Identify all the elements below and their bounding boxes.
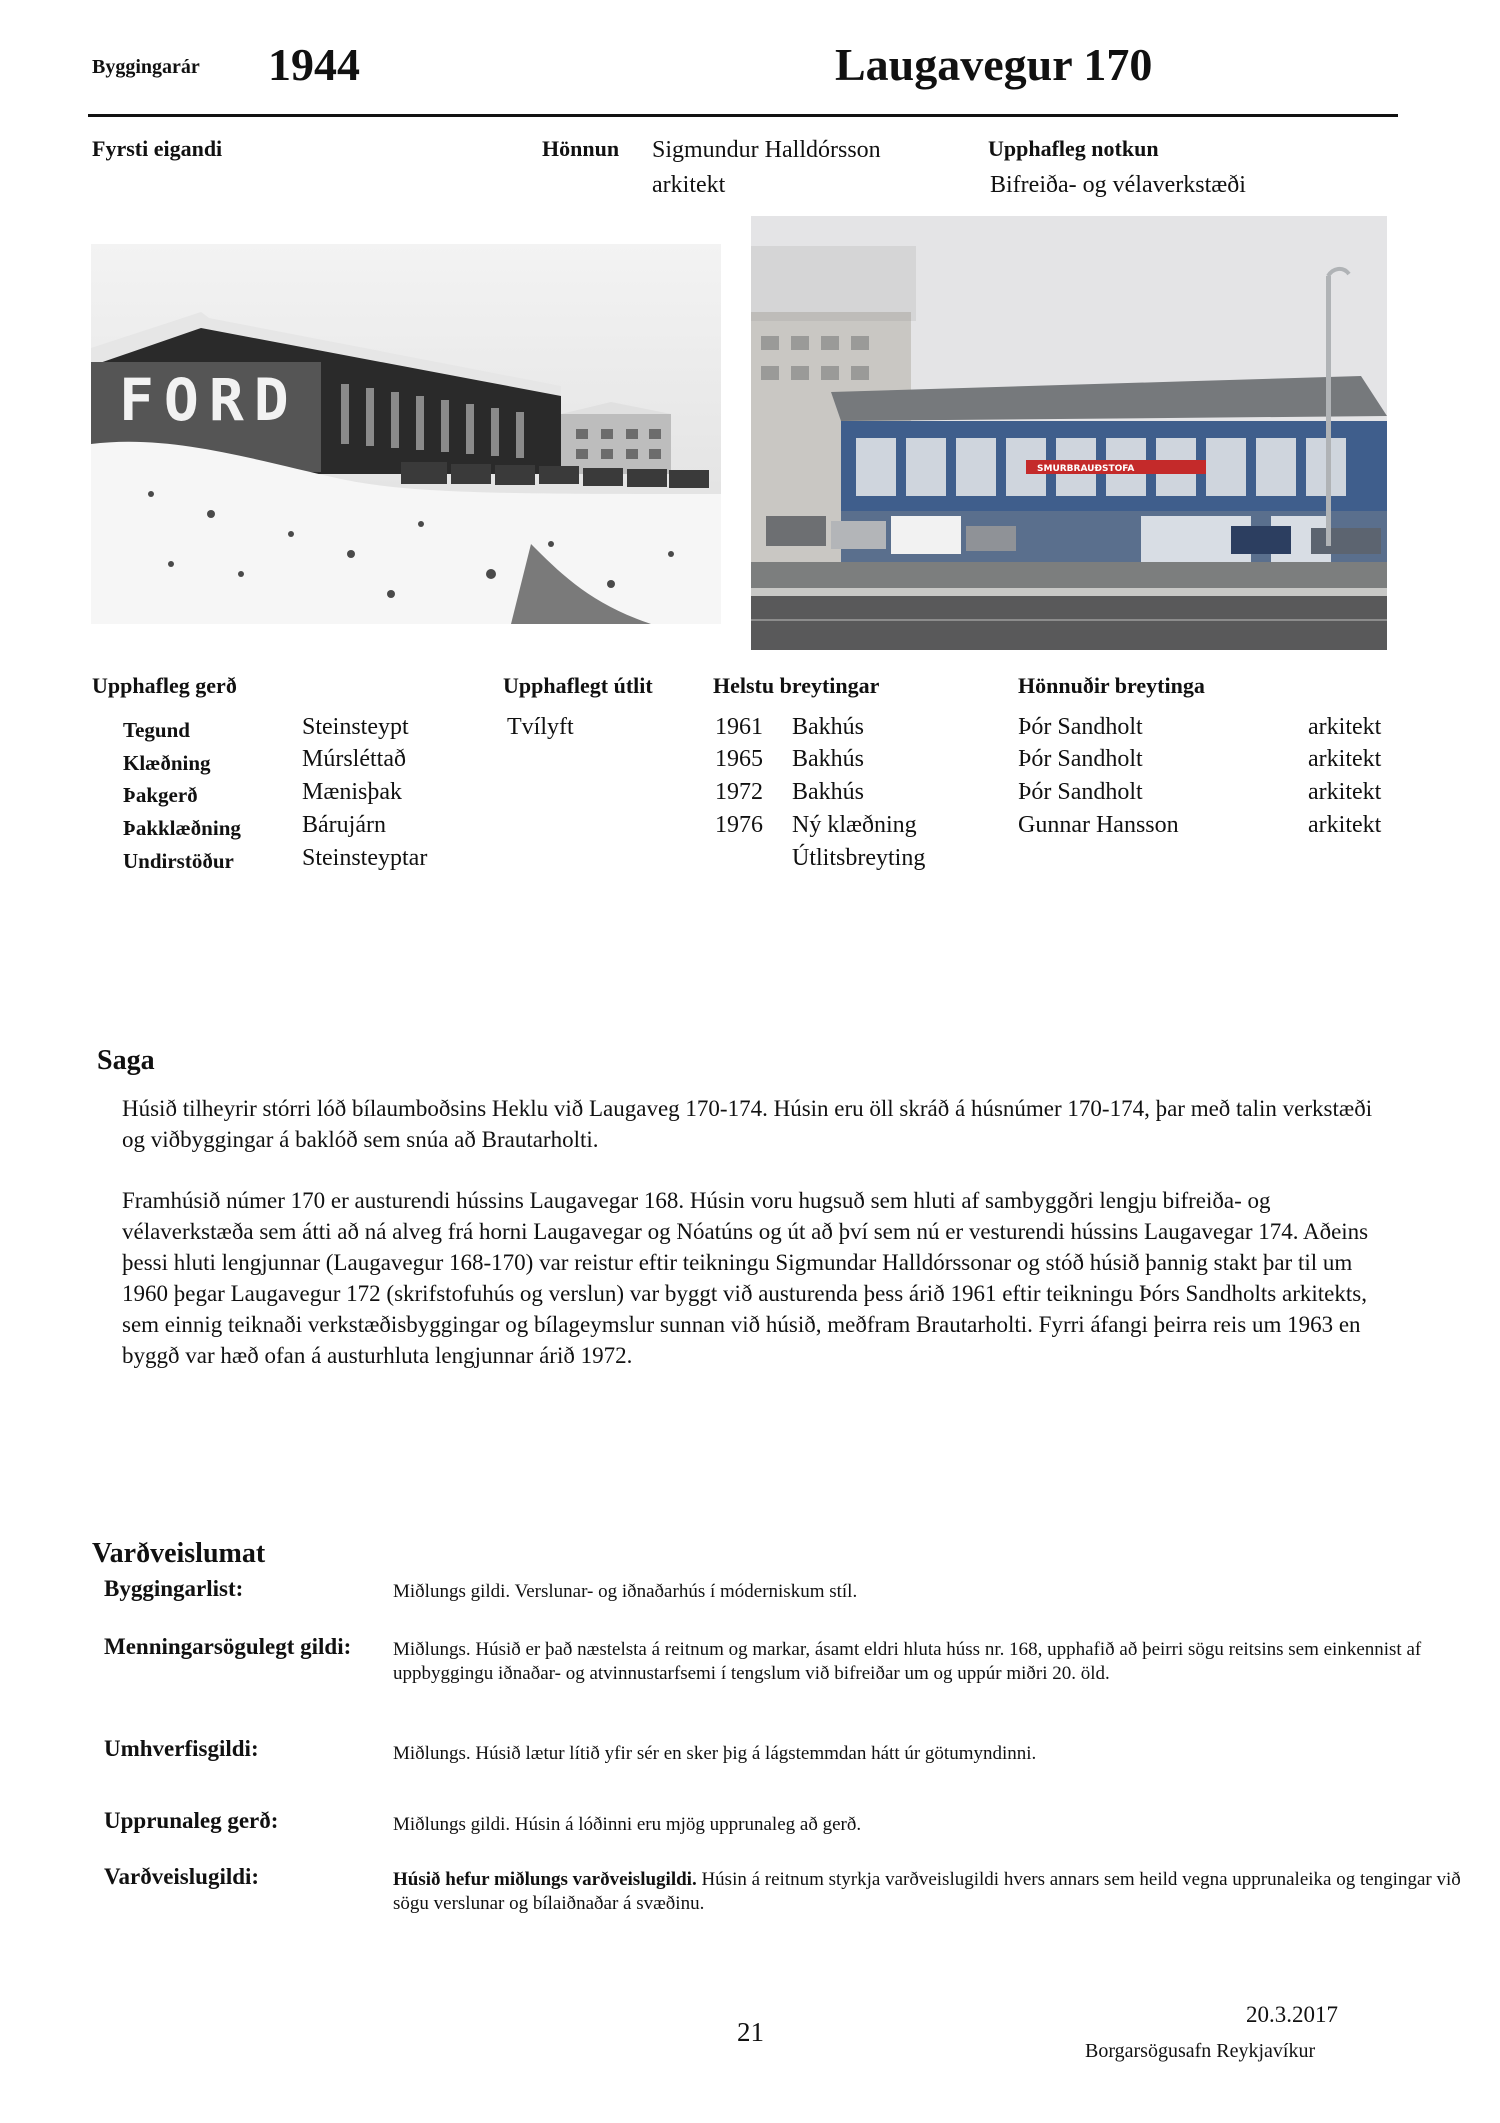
original-row-value: Steinsteyptar: [302, 845, 428, 871]
page-title: Laugavegur 170: [835, 39, 1153, 90]
change-designers-heading: Hönnuðir breytinga: [1018, 673, 1205, 698]
design-label: Hönnun: [542, 136, 620, 161]
original-row-value: Steinsteypt: [302, 714, 409, 740]
original-appearance-value: Tvílyft: [507, 714, 574, 740]
original-row-label: Undirstöður: [123, 849, 234, 873]
original-row-label: Klæðning: [123, 751, 211, 775]
evaluation-text: Miðlungs. Húsið er það næstelsta á reitnum og markar, ásamt eldri hluta húss nr. 168, upphafið að þeirri sögu reitsins sem einkennist af uppbyggingu iðnaðar- og atvinnustarfsemi í tengslum við bifreiðar um og uppúr miðri 20. öld.: [393, 1639, 1422, 1684]
construction-year: 1944: [268, 39, 360, 90]
change-designer: Þór Sandholt: [1018, 746, 1143, 772]
original-row-label: Þakklæðning: [123, 816, 241, 840]
current-photo-image: [751, 216, 1387, 650]
original-row-value: Múrsléttað: [302, 746, 406, 772]
original-row-label: Þakgerð: [123, 783, 198, 807]
original-appearance-heading: Upphaflegt útlit: [503, 673, 653, 698]
evaluation-text: Miðlungs gildi. Verslunar- og iðnaðarhús í móderniskum stíl.: [393, 1581, 858, 1602]
current-photo: [751, 216, 1387, 650]
original-row-value: Mænisþak: [302, 779, 403, 805]
year-label: Byggingarár: [92, 56, 200, 78]
designer-title: arkitekt: [652, 172, 726, 198]
shop-sign: SMURBRAUÐSTOFA: [1037, 464, 1135, 474]
original-row-label: Tegund: [123, 718, 190, 742]
change-description: Bakhús: [792, 746, 864, 772]
document-date: 20.3.2017: [1246, 2002, 1338, 2027]
change-year: 1976: [715, 812, 763, 838]
evaluation-label: Menningarsögulegt gildi:: [104, 1634, 352, 1659]
page-number: 21: [737, 2017, 764, 2047]
ford-sign: FORD: [119, 366, 299, 434]
original-use-value: Bifreiða- og vélaverkstæði: [990, 172, 1246, 198]
historic-photo: [91, 244, 721, 624]
evaluation-label: Umhverfisgildi:: [104, 1736, 259, 1761]
evaluation-text: Miðlungs. Húsið lætur lítið yfir sér en sker þig á lágstemmdan hátt úr götumyndinni.: [393, 1743, 1037, 1764]
history-heading: Saga: [97, 1045, 155, 1076]
first-owner-label: Fyrsti eigandi: [92, 136, 223, 161]
preservation-value-detail: Húsin á reitnum styrkja varðveislugildi hvers annars sem heild vegna upprunaleika og tengingar við sögu verslunar og bílaiðnaðar á svæðinu.: [393, 1869, 1461, 1914]
evaluation-label: Upprunaleg gerð:: [104, 1808, 279, 1833]
historic-photo-image: [91, 244, 721, 624]
change-year: 1972: [715, 779, 763, 805]
change-designer: Gunnar Hansson: [1018, 812, 1179, 838]
change-designer-title: arkitekt: [1308, 812, 1382, 838]
publisher: Borgarsögusafn Reykjavíkur: [1085, 2040, 1316, 2062]
history-paragraph: Framhúsið númer 170 er austurendi hússins Laugavegar 168. Húsin voru hugsuð sem hluti af sambyggðri lengju bifreiða- og vélaverkstæða sem átti að ná alveg frá horni Laugavegar og Nóatúns og út að því sem nú er vesturendi hússins Laugavegar 174. Aðeins þessi hluti lengjunnar (Laugavegur 168-170) var reistur eftir teikningu Sigmundar Halldórssonar og stóð húsið þannig stakt þar til um 1960 þegar Laugavegur 172 (skrifstofuhús og verslun) var byggt við austurenda þess árið 1961 eftir teikningu Þórs Sandholts arkitekts, sem einnig teiknaði verkstæðisbyggingar og bílageymslur sunnan við húsið, meðfram Brautarholti. Fyrri áfangi þeirra reis um 1963 en byggð var hæð ofan á austurhluta lengjunnar árið 1972.: [122, 1188, 1369, 1368]
change-designer: Þór Sandholt: [1018, 714, 1143, 740]
original-form-heading: Upphafleg gerð: [92, 673, 237, 698]
change-description: Bakhús: [792, 714, 864, 740]
change-description: Ný klæðning: [792, 812, 917, 838]
evaluation-label: Byggingarlist:: [104, 1576, 244, 1601]
change-designer-title: arkitekt: [1308, 779, 1382, 805]
header-divider: [88, 114, 1398, 117]
change-designer-title: arkitekt: [1308, 746, 1382, 772]
preservation-value-label: Varðveislugildi:: [104, 1864, 260, 1889]
history-paragraph: Húsið tilheyrir stórri lóð bílaumboðsins Heklu við Laugaveg 170-174. Húsin eru öll skráð á húsnúmer 170-174, þar með talin verkstæði og viðbyggingar á baklóð sem snúa að Brautarholti.: [122, 1096, 1373, 1152]
preservation-heading: Varðveislumat: [92, 1538, 266, 1569]
original-use-label: Upphafleg notkun: [988, 136, 1159, 161]
change-year: 1961: [715, 714, 763, 740]
preservation-value-text: [393, 1868, 1473, 1916]
original-row-value: Bárujárn: [302, 812, 386, 838]
changes-heading: Helstu breytingar: [713, 673, 880, 698]
change-description: Útlitsbreyting: [792, 845, 926, 871]
preservation-value-summary: Húsið hefur miðlungs varðveislugildi.: [393, 1869, 697, 1890]
evaluation-text: Miðlungs gildi. Húsin á lóðinni eru mjög upprunaleg að gerð.: [393, 1814, 862, 1835]
change-designer-title: arkitekt: [1308, 714, 1382, 740]
change-year: 1965: [715, 746, 763, 772]
change-designer: Þór Sandholt: [1018, 779, 1143, 805]
designer-name: Sigmundur Halldórsson: [652, 137, 881, 163]
change-description: Bakhús: [792, 779, 864, 805]
